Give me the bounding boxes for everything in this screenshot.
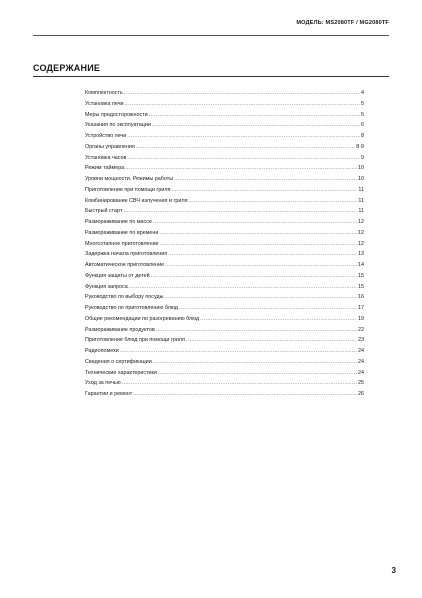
toc-list [85,88,364,400]
toc-entry-page: 24 [358,358,364,365]
toc-leader-dots [179,303,357,314]
toc-entry-page: 14 [358,262,364,268]
toc-entry-page: 15 [358,283,364,290]
toc-entry-page: 11 [358,186,364,193]
toc-title: СОДЕРЖАНИЕ [33,63,101,73]
toc-leader-dots [200,314,357,325]
title-divider [33,76,389,77]
toc-entry[interactable] [85,346,364,357]
toc-entry-label: Меры предосторожности [85,111,148,118]
toc-entry-page: 24 [358,369,364,376]
header-divider [33,35,389,36]
model-header: МОДЕЛЬ: MS2080TF / MG2080TF [296,20,389,26]
toc-leader-dots [120,346,357,357]
toc-entry-label: Руководство по выбору посуды [85,294,164,301]
toc-leader-dots [127,153,360,164]
toc-entry[interactable] [85,163,364,174]
toc-entry-label: Задержка начала приготовления [85,251,168,258]
toc-entry[interactable] [85,271,364,282]
toc-leader-dots [136,142,355,153]
toc-leader-dots [152,120,360,131]
toc-entry-page: 8-9 [356,143,364,150]
toc-leader-dots [174,174,357,185]
toc-entry-label: Многоэтапное приготовление [85,240,159,247]
toc-entry[interactable] [85,239,364,250]
page-number: 3 [391,566,396,575]
toc-entry-page: 9 [361,154,364,161]
toc-entry-page: 5 [361,100,364,107]
toc-entry-label: Сведения о сертификации [85,358,152,365]
toc-leader-dots [165,292,357,303]
toc-entry-label: Быстрый старт [85,208,123,215]
toc-entry-label: Приготовление при помощи гриля [85,186,171,193]
toc-leader-dots [165,260,357,271]
toc-leader-dots [125,163,357,174]
toc-entry[interactable] [85,185,364,196]
toc-entry-label: Уход за печью [85,380,121,387]
toc-leader-dots [133,389,357,400]
toc-entry-label: Радиопомехи [85,348,119,354]
toc-entry-page: 6 [361,122,364,129]
toc-leader-dots [160,239,357,250]
toc-entry-page: 10 [358,176,364,182]
toc-entry-page: 10 [358,165,364,172]
toc-entry[interactable] [85,314,364,325]
toc-entry-label: Руководство по приготовлению блюд [85,305,178,311]
toc-entry-page: 5 [361,111,364,118]
toc-entry-label: Функция запроса [85,283,128,290]
toc-entry-label: Технические характеристики [85,369,157,376]
toc-entry-label: Установка часов [85,154,127,161]
toc-entry-page: 12 [358,219,364,225]
toc-entry-page: 24 [358,348,364,354]
toc-entry-label: Гарантии и ремонт [85,391,133,397]
toc-leader-dots [129,282,357,293]
toc-entry[interactable] [85,120,364,131]
toc-entry-label: Уровни мощности. Режимы работы [85,176,174,182]
toc-entry-label: Автоматическое приготовление [85,262,165,268]
toc-entry[interactable] [85,110,364,121]
toc-entry-page: 16 [358,294,364,301]
toc-entry-label: Функция защиты от детей [85,272,150,279]
toc-entry[interactable] [85,196,364,207]
toc-entry-label: Комплектность [85,90,123,96]
toc-entry-label: Режим таймера [85,165,125,172]
toc-leader-dots [186,335,357,346]
toc-leader-dots [125,99,360,110]
toc-leader-dots [149,110,360,121]
toc-entry[interactable] [85,131,364,142]
toc-leader-dots [127,131,360,142]
toc-leader-dots [158,368,357,379]
toc-entry-page: 17 [358,305,364,311]
toc-entry-page: 25 [358,380,364,387]
toc-entry-label: Органы управления [85,143,135,150]
toc-entry-page: 12 [358,240,364,247]
toc-entry[interactable] [85,282,364,293]
toc-entry[interactable] [85,292,364,303]
toc-entry[interactable] [85,153,364,164]
toc-entry[interactable] [85,217,364,228]
toc-leader-dots [151,271,357,282]
toc-entry-page: 12 [358,229,364,236]
toc-entry-page: 19 [358,315,364,322]
toc-leader-dots [171,185,357,196]
toc-leader-dots [123,206,357,217]
toc-entry-page: 4 [361,90,364,96]
toc-leader-dots [156,325,357,336]
toc-entry[interactable] [85,228,364,239]
toc-entry-page: 23 [358,337,364,344]
toc-entry[interactable] [85,325,364,336]
toc-entry[interactable] [85,357,364,368]
toc-leader-dots [168,249,357,260]
toc-entry-label: Размораживание по массе [85,219,152,225]
toc-entry-page: 13 [358,251,364,258]
toc-entry[interactable] [85,335,364,346]
toc-entry-label: Комбинирование СВЧ излучения и гриля [85,197,188,204]
toc-leader-dots [153,357,357,368]
toc-entry-label: Размораживание продуктов [85,326,155,333]
toc-leader-dots [189,196,358,207]
toc-entry[interactable] [85,174,364,185]
toc-entry-page: 11 [358,197,364,204]
toc-leader-dots [159,228,357,239]
toc-leader-dots [122,378,357,389]
toc-entry-page: 8 [361,133,364,139]
toc-entry-label: Приготовление блюд при помощи гриля [85,337,185,344]
toc-entry-page: 15 [358,272,364,279]
toc-entry[interactable] [85,88,364,99]
toc-entry[interactable] [85,260,364,271]
toc-entry-page: 11 [358,208,364,215]
toc-entry[interactable] [85,249,364,260]
toc-entry[interactable] [85,206,364,217]
toc-entry-page: 22 [358,326,364,333]
toc-entry-label: Устройство печи [85,133,127,139]
toc-entry[interactable] [85,99,364,110]
toc-entry-label: Размораживание по времени [85,229,159,236]
toc-entry-label: Указания по эксплуатации [85,122,151,129]
toc-entry-label: Общие рекомендации по разогреванию блюд [85,315,200,322]
toc-entry[interactable] [85,378,364,389]
toc-leader-dots [153,217,357,228]
toc-leader-dots [124,88,360,99]
toc-entry[interactable] [85,389,364,400]
toc-entry[interactable] [85,303,364,314]
toc-entry-page: 26 [358,391,364,397]
toc-entry-label: Установка печи [85,100,124,107]
toc-entry[interactable] [85,142,364,153]
toc-entry[interactable] [85,368,364,379]
